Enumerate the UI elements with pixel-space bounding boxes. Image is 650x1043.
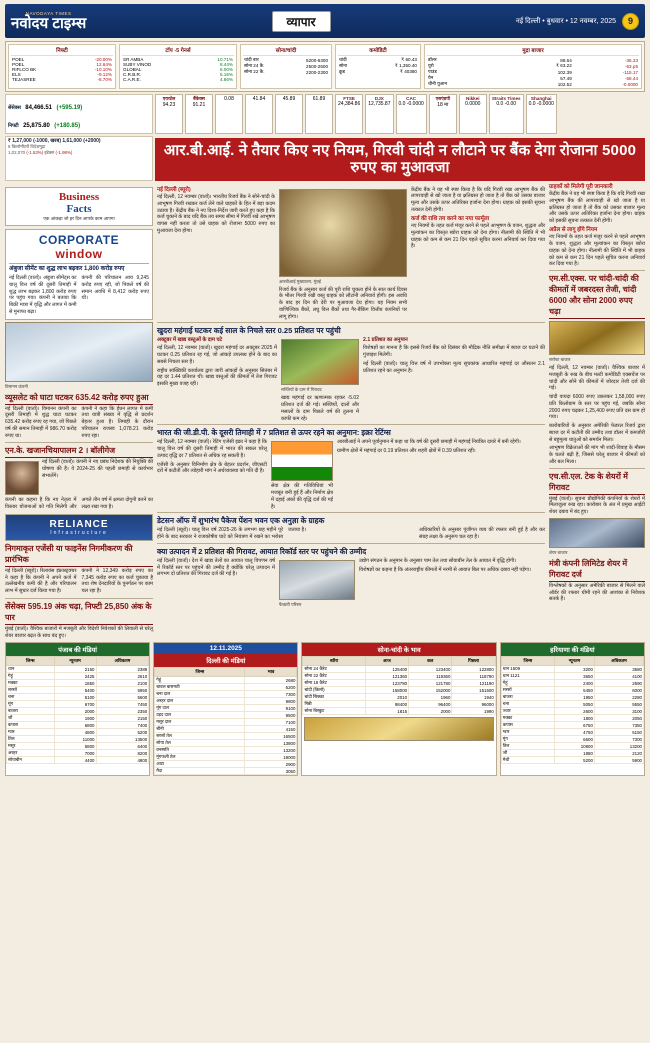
gold-silver-panel <box>240 44 332 89</box>
row-label: GLOBAL <box>123 67 142 72</box>
edible-oil-para-2: उद्योग संगठन के अनुमान के अनुसार पाम तेल तथा सोयाबीन तेल के आयात में वृद्धि होगी। <box>359 557 517 564</box>
inflation-para-4: विशेषज्ञों का मानना है कि इससे रिजर्व बैंक को दिसंबर की मौद्रिक नीति समीक्षा में ब्याज दर घटाने की गुंजाइश मिलेगी। <box>363 345 545 359</box>
row-value: 2500-2600 <box>306 63 328 69</box>
gdp-para-1: नई दिल्ली, 12 नवम्बर (वार्ता)। रेटिंग एजेंसी इक्रा ने कहा है कि चालू वित्त वर्ष की दूसरी तिमाही में भारत की सकल घरेलू उत्पाद वृद्धि दर 7 प्रतिशत से अधिक रह सकती है। <box>157 439 267 459</box>
marketcap-strip <box>5 136 645 181</box>
business-facts-brand: Business <box>58 190 100 203</box>
chip-bankex <box>185 94 213 134</box>
mcx-para-1: नई दिल्ली, 12 नवम्बर (वार्ता)। वैश्विक बाजार में मजबूती के रुख के बीच मल्टी कमोडिटी एक्सचेंज पर चांदी और सोने की कीमतों में जोरदार तेजी दर्ज की गई। <box>549 365 645 392</box>
row-value: ₹ 40380 <box>400 69 417 74</box>
masthead-title: नवोदय टाइम्स <box>11 15 87 32</box>
table-row: मूंग दाल 9100 <box>156 705 296 711</box>
chip-5 <box>275 94 303 134</box>
edible-oil-para-3: विशेषज्ञों का कहना है कि अंतरराष्ट्रीय कीमतों में नरमी से आयात बिल पर अधिक दबाव नहीं पड़ेगा। <box>359 566 531 573</box>
chip-label: एयरटेल <box>162 96 176 101</box>
chip-label: CAC <box>406 96 417 101</box>
pension-headline: डेटसन ऑफ में शुभारंभ पैकेज पेंशन भवन एक अनुज्ञा के ग्राहक <box>157 516 325 526</box>
edible-oil-headline: क्या उत्पादन में 2 प्रतिशत की गिरावट, आयात रिकॉर्ड स्तर पर पहुंचने की उम्मीद <box>157 546 367 556</box>
gold-rates-card <box>301 642 496 776</box>
gdp-story <box>157 428 545 510</box>
chip-value: 0.08 <box>224 96 234 102</box>
market-ticker-band <box>5 41 645 92</box>
row-label: TEJASREE <box>12 77 36 82</box>
col-header: न्यूनतम <box>554 657 594 666</box>
nifty-losers-title: निफ्टी <box>11 46 113 56</box>
punjab-mandi-table <box>6 656 149 764</box>
lead-para-2: रिजर्व बैंक के अनुसार कर्ज की पूरी राशि चुकता होने के सात कार्य दिवस के भीतर गिरवी रखी वस्तु ग्राहक को लौटानी अनिवार्य होगी। इस अवधि के बाद हर दिन की देरी पर मुआवजा देय होगा। यह नियम सभी वाणिज्यिक बैंकों, लघु वित्त बैंकों तथा गैर-बैंकिंग वित्तीय कंपनियों पर लागू होगा। <box>279 286 407 320</box>
nifty-label: निफ्टी <box>8 123 19 129</box>
top-gainers-table <box>122 57 234 82</box>
table-row: मूंग 6700 7450 <box>8 701 148 707</box>
table-row: जौ 1900 2150 <box>8 715 148 721</box>
table-row: सोना 22 कैरेट 121360 119360 118790 <box>304 673 494 679</box>
row-value: -10.10% <box>94 67 112 72</box>
section-badge: व्यापार <box>272 11 331 32</box>
gold-rates-title: सोना-चांदी के भाव <box>302 643 495 656</box>
corporate-window-para-1: नई दिल्ली (वार्ता)। अंबुजा सीमेंट्स का चालू वित्त वर्ष की दूसरी तिमाही में शुद्ध लाभ बढ़कर 1,800 करोड़ रुपए पर पहुंच गया। कंपनी ने बताया कि बिक्री मात्रा में वृद्धि और लागत में कमी से मुनाफा बढ़ा। <box>9 275 77 315</box>
row-value: 4.86% <box>219 77 233 82</box>
table-row: सोना बिस्कुट 1815 2000 1990 <box>304 708 494 714</box>
airline-photo-caption: विमानन कंपनी <box>5 383 28 389</box>
masthead <box>5 4 645 38</box>
row-label: चीनी युआन <box>428 81 448 86</box>
table-row: गेहूं 2680 <box>156 677 296 683</box>
table-row: चांदी सिक्का 2010 1960 1940 <box>304 694 494 700</box>
lead-headline-box <box>155 138 645 181</box>
chip-label: FTSE <box>343 96 355 101</box>
col-header: ब्यौरा <box>303 657 365 666</box>
sensex-value: 84,466.51 <box>25 105 52 111</box>
business-facts-brand2: Facts <box>66 202 92 215</box>
pension-story <box>157 516 545 541</box>
business-facts-tagline: एक आंकड़ा जो हर दिन आपके काम आएगा <box>43 215 115 221</box>
row-label: RIFLCO BK <box>12 67 37 72</box>
row-label: ELS <box>12 72 21 77</box>
mcx-headline: एम.सी.एक्स. पर चांदी-चांदी की कीमतों में जबरदस्त तेजी, चांदी 6000 और सोना 2000 रुपए चढ़ा <box>549 273 645 319</box>
table-row: सोना 18 कैरेट 123780 121780 121190 <box>304 680 494 686</box>
table-row: मूंगफली तेल 19000 <box>156 754 296 760</box>
chip-4 <box>245 94 273 134</box>
gold-bars-photo <box>549 321 645 355</box>
table-row: सोया तेल 13800 <box>156 740 296 746</box>
table-row: बाजरा 2000 2350 <box>8 708 148 714</box>
row-value: -20.00% <box>94 57 112 62</box>
table-row: सरसों 5450 6000 <box>502 687 642 693</box>
mcx-photo-caption: सर्राफा बाजार <box>549 357 571 363</box>
row-value: 5200-6300 <box>306 57 328 63</box>
reliance-para-2: कंपनी ने 12,349 करोड़ रुपए का 7,345 करोड़ रुपए का कर्ज चुकाया है तथा शेष देनदारियों के पुनर्गठन पर काम चल रहा है। <box>81 567 153 594</box>
nifty-losers-table <box>11 57 113 82</box>
mcap-item2-change: (-1.98%) <box>55 150 73 155</box>
currency-title: मुद्रा बाजार <box>427 46 639 56</box>
chip-value: 0.0 -0.0000 <box>398 101 424 107</box>
row-value: ₹ 60.43 <box>401 57 417 62</box>
commodity-title: कमोडिटी <box>338 46 418 56</box>
gold-rates-table <box>302 656 495 715</box>
gdp-para-2: एजेंसी के अनुसार विनिर्माण क्षेत्र के बेहतर प्रदर्शन, जीएसटी दरों में कटौती और त्योहारी मांग ने अर्थव्यवस्था को गति दी है। <box>157 461 267 475</box>
hcl-para-2: विश्लेषकों के अनुसार अमेरिकी बाजार से मिलने वाले ऑर्डर की रफ्तार धीमी रहने की आशंका से निवेशक सतर्क हैं। <box>549 582 645 603</box>
table-row: आटा 2900 <box>156 761 296 767</box>
table-row: ग्वार 4800 5200 <box>8 729 148 735</box>
col-header: अधिकतम <box>96 657 149 666</box>
chip-3 <box>215 94 243 134</box>
lead-sidebar-head-3: अप्रैल से लागू होंगे नियम <box>549 226 598 233</box>
row-label: पाउंड <box>428 69 437 74</box>
row-value: 102.52 <box>557 81 572 87</box>
right-lead-para-2: नए नियमों के तहत कर्ज मंजूर करने से पहले आभूषण के वजन, शुद्धता और मूल्यांकन का विस्तृत ब्योरा ग्राहक को देना होगा। नीलामी की स्थिति में भी ग्राहक को कम से कम 21 दिन पहले सूचित करना अनिवार्य कर दिया गया है। <box>549 234 645 268</box>
market-photo <box>549 518 645 548</box>
airline-para-2: कंपनी ने कहा कि ईंधन लागत में कमी तथा यात्री संख्या में वृद्धि से प्रदर्शन बेहतर हुआ है। तिमाही के दौरान परिचालन राजस्व 1,078.21 करोड़ रुपए रहा। <box>81 405 153 439</box>
table-row: बाजरा 1950 2280 <box>502 694 642 700</box>
table-row: ज्वार 2600 3100 <box>502 708 642 714</box>
corporate-window-head: अंबुजा सीमेंट का शुद्ध लाभ बढ़कर 1,800 करोड़ रुपए <box>9 265 125 272</box>
row-label: POEL <box>12 62 25 67</box>
table-row: मसूर दाल 7100 <box>156 719 296 725</box>
mcx-para-4: आभूषण विक्रेताओं की मांग भी शादी-विवाह के मौसम के चलते बढ़ी है, जिससे घरेलू बाजार में कीमतों को और बल मिला। <box>549 445 645 465</box>
main-grid <box>5 184 645 640</box>
chip-value: 45.89 <box>282 96 296 102</box>
table-row: अरहर 7000 8200 <box>8 750 148 756</box>
corporate-window-para-2: कंपनी की परिचालन आय 9,245 करोड़ रुपए रही, जो पिछले वर्ष की समान अवधि में 8,412 करोड़ रुपए थी। <box>81 275 149 302</box>
inflation-para-3: खाद्य महंगाई दर ऋणात्मक रहकर -5.02 प्रतिशत दर्ज की गई। सब्जियों, दालों और मसालों के दाम पिछले वर्ष की तुलना में काफी कम रहे। <box>281 395 359 422</box>
haryana-mandi-title: हरियाणा की मंडियां <box>501 643 644 656</box>
mandi-tables <box>5 642 645 776</box>
chip-value: 41.84 <box>252 96 266 102</box>
airline-headline: व्यूसलेट को घाटा घटकर 635.42 करोड़ रुपए हुआ <box>5 392 153 405</box>
col-header: भाव <box>245 668 297 677</box>
row-value: 2200-2300 <box>306 69 328 75</box>
hcl-headline-2: मंत्री कंपनी लिमिटेड शेयर में गिरावट दर्ज <box>549 558 645 582</box>
chip-label: DJX <box>374 96 384 101</box>
table-row: धान 2150 2389 <box>8 666 148 672</box>
row-label: SR AMBA <box>123 57 144 62</box>
lead-photo-caption: आरबीआई मुख्यालय, मुंबई <box>279 278 321 284</box>
pension-para-2: अधिकारियों के अनुसार पूंजीगत व्यय की रफ्तार बनी हुई है और कर संग्रह लक्ष्य के अनुरूप चल रहा है। <box>419 527 545 540</box>
row-change: -0.0000 <box>622 81 638 87</box>
chip-label: Straits Times <box>491 96 521 101</box>
currency-table <box>427 57 639 87</box>
table-row: मक्का 1800 2050 <box>502 715 642 721</box>
center-column <box>157 184 545 640</box>
table-row: गेहूं 2400 2590 <box>502 680 642 686</box>
edible-oil-story <box>157 547 545 608</box>
lead-story <box>157 187 545 321</box>
table-row: मसूर 5800 6400 <box>8 743 148 749</box>
mcap-item2-label: इंडेक्स <box>44 150 55 155</box>
pension-para-1: नई दिल्ली (ब्यूरो)। चालू वित्त वर्ष 2025-26 के लगभग छह महीने पूरे होने के बाद सरकार ने राजकोषीय घाटे को नियंत्रण में रखने का भरोसा जताया है। <box>157 527 306 540</box>
marketcap-sub: 5 किलोमीटरी विदेशमुद्रा <box>8 144 46 149</box>
row-label: सोना 22 कै. <box>244 69 265 74</box>
row-value: ₹ 63.22 <box>556 63 572 68</box>
mcap-item-change: (-1.53%) <box>26 150 44 155</box>
col-header: न्यूनतम <box>54 657 96 666</box>
chip-shanghai <box>526 94 557 134</box>
profile-photo <box>5 461 39 495</box>
lead-headline: आर.बी.आई. ने तैयार किए नए नियम, गिरवी चांदी न लौटाने पर बैंक देगा रोजाना 5000 रुपए का मुआवजा <box>163 142 637 177</box>
row-value: 102.39 <box>557 69 572 75</box>
business-facts-ad <box>5 187 153 226</box>
table-row: मूंग 6600 7300 <box>502 736 642 742</box>
cpi-subhead: 2.1 प्रतिशत का अनुमान <box>363 337 408 344</box>
row-value: 6.00% <box>219 67 233 72</box>
chip-label: बैंकेक्स <box>193 96 205 101</box>
inflation-para-2: राष्ट्रीय सांख्यिकी कार्यालय द्वारा जारी आंकड़ों के अनुसार सितंबर में यह दर 1.44 प्रतिशत थी। खाद्य वस्तुओं की कीमतों में तेज गिरावट इसकी मुख्य वजह रही। <box>157 367 277 388</box>
index-ticker-row <box>5 94 645 134</box>
row-change: -58.44 <box>624 75 638 81</box>
row-change: -115.17 <box>622 69 638 75</box>
left-column <box>5 184 153 640</box>
row-value: 12.64% <box>96 62 112 67</box>
currency-panel <box>424 44 642 89</box>
col-header: आज <box>365 657 408 666</box>
table-row: मेथी 5200 5900 <box>502 757 642 763</box>
inflation-para-1: नई दिल्ली, 12 नवम्बर (वार्ता)। खुदरा महंगाई दर अक्टूबर 2025 में घटकर 0.25 प्रतिशत रह गई, जो आंकड़े उपलब्ध होने के बाद का सबसे निचला स्तर है। <box>157 345 277 365</box>
table-row: कपास 6800 7400 <box>8 722 148 728</box>
col-header: अधिकतम <box>594 657 643 666</box>
chip-6 <box>305 94 333 134</box>
chip-value: 61.89 <box>312 96 326 102</box>
closing-para-1: मुंबई (वार्ता)। वैश्विक बाजारों में मजबूती और विदेशी निवेशकों की लिवाली से घरेलू शेयर बाजार बढ़त के साथ बंद हुए। <box>5 625 153 639</box>
table-row: ग्वार 4750 5150 <box>502 729 642 735</box>
factory-photo <box>279 560 355 600</box>
corporate-window-title: CORPORATE <box>38 232 120 247</box>
table-row: सोना 24 कैरेट 125400 123400 122800 <box>304 666 494 672</box>
table-row: तिल 11000 13500 <box>8 736 148 742</box>
airline-photo <box>5 322 153 382</box>
inflation-subhead: अक्टूबर में खाद्य वस्तुओं के दाम घटे <box>157 337 223 344</box>
corporate-window-block <box>5 229 153 320</box>
row-label: चांदी <box>339 57 347 62</box>
lead-headline-wrap <box>155 136 645 181</box>
table-row: चांदी (किलो) 158000 152000 151600 <box>304 687 494 693</box>
row-value: ₹ 1,350.40 <box>394 63 417 68</box>
inflation-photo-caption: सब्जियों के दाम में गिरावट <box>281 387 322 393</box>
table-row: धान 1121 3650 4100 <box>502 673 642 679</box>
sensex-change: (+595.19) <box>56 105 83 111</box>
reliance-ad-title: RELIANCE <box>49 518 109 530</box>
profile-para-1: नई दिल्ली (वार्ता)। कंपनी ने नए प्रबंध निदेशक की नियुक्ति की घोषणा की है। वे 2024-25 की पहली छमाही से कार्यभार संभालेंगे। <box>42 459 153 479</box>
vegetables-photo <box>281 339 359 385</box>
chip-ftse <box>335 94 363 134</box>
cpi-para-1: नई दिल्ली (वार्ता)। चालू वित्त वर्ष में उपभोक्ता मूल्य सूचकांक आधारित महंगाई दर औसतन 2.1 प्रतिशत रहने का अनुमान है। <box>363 360 545 374</box>
page-number: 9 <box>622 13 639 30</box>
row-label: येन <box>428 75 434 80</box>
row-value: 8.44% <box>219 62 233 67</box>
mcx-para-3: कारोबारियों के अनुसार अमेरिकी फेडरल रिजर्व द्वारा ब्याज दर में कटौती की उम्मीद तथा डॉलर में कमजोरी से बहुमूल्य धातुओं को समर्थन मिला। <box>549 423 645 443</box>
row-label: डॉलर <box>428 57 437 62</box>
cpi-para-3: ग्रामीण क्षेत्रों में महंगाई दर 0.19 प्रतिशत और शहरी क्षेत्रों में 0.39 प्रतिशत रही। <box>337 448 476 454</box>
rbi-coin-photo <box>279 189 407 277</box>
chip-value: 91.21 <box>192 102 206 108</box>
gdp-para-3: सेवा क्षेत्र की गतिविधियां भी मजबूत बनी हुई हैं और निर्माण क्षेत्र में दहाई अंकों की वृद्धि दर्ज की गई है। <box>271 483 333 510</box>
mcx-para-2: चांदी वायदा 6000 रुपए उछलकर 1,58,000 रुपए प्रति किलोग्राम के स्तर पर पहुंच गई, जबकि सोना 2000 रुपए चढ़कर 1,25,400 रुपए प्रति दस ग्राम हो गया। <box>549 394 645 421</box>
table-row: चना दाल 7300 <box>156 691 296 697</box>
top-gainers-title: टॉप -5 गेनर्स <box>122 46 234 56</box>
table-row: गिन्नी 98400 96400 96000 <box>304 701 494 707</box>
delhi-mandi-title: दिल्ली की मंडियां <box>154 654 297 667</box>
table-row: चीनी 4150 <box>156 726 296 732</box>
row-label: सोना <box>339 63 348 68</box>
nifty-value: 25,875.80 <box>23 123 50 129</box>
cpi-para-2: आरबीआई ने अपने पूर्वानुमान में कहा था कि वर्ष की दूसरी छमाही में महंगाई नियंत्रित दायरे में बनी रहेगी। <box>337 439 521 446</box>
chip-label: Nikkei <box>466 96 480 101</box>
row-change: -63.p5 <box>624 63 638 69</box>
inflation-headline: खुदरा महंगाई घटकर कई साल के निचले स्तर 0.25 प्रतिशत पर पहुंची <box>157 326 341 336</box>
chip-value: 24,384.86 <box>338 101 361 107</box>
punjab-mandi-card <box>5 642 150 776</box>
grain-photo <box>304 717 493 741</box>
row-label: POEL <box>12 57 25 62</box>
lead-para-1: नई दिल्ली, 12 नवम्बर (वार्ता)। भारतीय रिजर्व बैंक ने सोने-चांदी के आभूषण गिरवी रखकर कर्ज लेने वाले ग्राहकों के हित में बड़ा कदम उठाया है। केंद्रीय बैंक ने नए दिशा-निर्देश जारी करते हुए कहा है कि कर्ज चुकाने के बाद यदि बैंक तय समय सीमा में गिरवी रखे आभूषण वापस नहीं करता तो उसे ग्राहक को रोजाना 5000 रुपए का मुआवजा देना होगा। <box>157 194 275 234</box>
table-row: कपास 6750 7350 <box>502 722 642 728</box>
row-value: 5.16% <box>219 72 233 77</box>
haryana-mandi-table <box>501 656 644 764</box>
gold-silver-title: सोना/चांदी <box>243 46 329 56</box>
masthead-logo <box>11 11 86 31</box>
corporate-window-title2: window <box>55 246 103 261</box>
chip-value: 0.0 -0.0000 <box>528 101 554 107</box>
table-row: सरसों तेल 16500 <box>156 733 296 739</box>
top-gainers-panel <box>119 44 237 89</box>
chip-nikkei <box>459 94 487 134</box>
nifty-change: (+180.85) <box>54 123 81 129</box>
index-summary <box>5 94 153 134</box>
chip-straits <box>489 94 524 134</box>
row-value: 57.49 <box>560 75 572 81</box>
table-row: उड़द दाल 9500 <box>156 712 296 718</box>
right-column <box>549 184 645 640</box>
row-label: SUBY VINOD <box>123 62 152 67</box>
hcl-photo-caption: शेयर बाजार <box>549 549 568 555</box>
lead-byline: नई दिल्ली (ब्यूरो) <box>157 186 191 193</box>
table-row: सोयाबीन 4400 4800 <box>8 757 148 763</box>
col-header: जिन्स <box>155 668 245 677</box>
table-row: चना 5100 5600 <box>8 694 148 700</box>
row-value: 88.64 <box>560 57 572 63</box>
profile-para-2: कंपनी का कहना है कि नए नेतृत्व में विस्तार योजनाओं को गति मिलेगी और अगले तीन वर्ष में क्षमता दोगुनी करने का लक्ष्य रखा गया है। <box>5 497 153 510</box>
table-row: गेहूं 2425 2610 <box>8 673 148 679</box>
chip-value: 0.0 -0.00 <box>496 101 517 107</box>
row-change: -36.33 <box>624 57 638 63</box>
punjab-mandi-title: पंजाब की मंडियां <box>6 643 149 656</box>
masthead-kicker: NAVODAYA TIMES <box>25 11 72 16</box>
gold-silver-table <box>243 57 329 75</box>
airline-para-1: नई दिल्ली (वार्ता)। विमानन कंपनी का दूसरी तिमाही में शुद्ध घाटा घटकर 635.42 करोड़ रुपए रह गया, जो पिछले वर्ष की समान तिमाही में 986.70 करोड़ रुपए था। <box>5 405 77 439</box>
row-value: 10.71% <box>217 57 233 62</box>
nifty-losers-panel <box>8 44 116 89</box>
chip-value: 18 मा <box>437 102 449 108</box>
hcl-para-1: मुंबई (वार्ता)। सूचना प्रौद्योगिकी कंपनियों के शेयरों में मिलाजुला रुख रहा। कारोबार के अंत में प्रमुख आईटी शेयर दबाव में बंद हुए। <box>549 495 645 516</box>
chip-value: 94.23 <box>162 102 176 108</box>
row-label: सोना 24 कै. <box>244 63 265 68</box>
row-value: -8.70% <box>97 77 112 82</box>
right-lead-para-1: केंद्रीय बैंक ने यह भी स्पष्ट किया है कि यदि गिरवी रखा आभूषण बैंक की लापरवाही से खो जाता है या क्षतिग्रस्त हो जाता है तो बैंक को उसका बाजार मूल्य और उसके ऊपर अतिरिक्त हर्जाना देना होगा। ग्राहक को इसकी सूचना तत्काल देनी होगी। <box>549 191 645 225</box>
row-label: क्रूड <box>339 69 345 74</box>
hcl-headline: एच.सी.एल. टेक के शेयरों में गिरावट <box>549 471 645 495</box>
sensex-label: सेंसेक्स <box>8 105 21 111</box>
reliance-headline: निगमाकृत एजेंसी या फाइनेंस निगमीकरण की प्रारंभिक <box>5 543 153 567</box>
col-header: जिन्स <box>501 657 554 666</box>
commodity-panel <box>335 44 421 89</box>
closing-headline: सेंसेक्स 595.19 अंक चढ़ा, निफ्टी 25,850 अंक के पार <box>5 601 153 625</box>
row-label: चांदी बार <box>244 57 259 62</box>
table-row: सरसों 5400 5950 <box>8 687 148 693</box>
table-row: चना 5050 5550 <box>502 701 642 707</box>
table-row: मक्का 1850 2100 <box>8 680 148 686</box>
chip-label: Shanghai <box>530 96 552 101</box>
chip-snp <box>429 94 457 134</box>
col-header: जिन्स <box>7 657 55 666</box>
inflation-story <box>157 326 545 422</box>
chip-djx <box>365 94 393 134</box>
col-header: कल <box>409 657 452 666</box>
reliance-ad[interactable] <box>5 514 153 541</box>
edible-oil-photo-caption: फैक्टरी परिसर <box>279 601 302 607</box>
lead-para-3: केंद्रीय बैंक ने यह भी स्पष्ट किया है कि यदि गिरवी रखा आभूषण बैंक की लापरवाही से खो जाता है या क्षतिग्रस्त हो जाता है तो बैंक को उसका बाजार मूल्य और उसके ऊपर अतिरिक्त हर्जाना देना होगा। ग्राहक को इसकी सूचना तत्काल देनी होगी। <box>411 186 545 213</box>
lead-sidebar-head-1: कर्ज की राशि तय करने का नया फार्मूला <box>411 215 490 222</box>
profile-headline: एन.के. खजानचियापालम 2 । बॉलीगेज <box>5 445 153 458</box>
reliance-para-1: नई दिल्ली (ब्यूरो)। रिलायंस इंफ्रास्ट्रक्चर ने कहा है कि कंपनी ने अपने कर्ज में उल्लेखनीय कमी की है और परिचालन लाभ में सुधार दर्ज किया गया है। <box>5 567 77 594</box>
reliance-ad-subtitle: Infrastructure <box>50 529 108 536</box>
table-row: धान 1509 3200 3580 <box>502 666 642 672</box>
date-strip: 12.11.2025 <box>154 643 297 654</box>
marketcap-label: ₹ 1,27,000 (-1000, खरब) 1,61,000 (+2000) <box>8 138 101 144</box>
chip-value: 0.0000 <box>465 101 481 107</box>
table-row: तिल 10800 13200 <box>502 743 642 749</box>
table-row: वनस्पति 13200 <box>156 747 296 753</box>
masthead-meta <box>516 13 639 30</box>
chip-label: एसएंडपी <box>435 96 451 101</box>
marketcap-box <box>5 136 153 181</box>
row-label: C.R.B.R. <box>123 72 142 77</box>
india-flag-photo <box>271 441 333 481</box>
row-label: C.A.R.E. <box>123 77 141 82</box>
col-header: पिछला <box>452 657 495 666</box>
chip-airtel <box>155 94 183 134</box>
table-row: अरहर दाल 9800 <box>156 698 296 704</box>
table-row: चावल बासमती 6200 <box>156 684 296 690</box>
lead-sidebar-head-2: ग्राहकों को मिलेगी पूरी जानकारी <box>549 183 613 190</box>
table-row: जौ 1880 2120 <box>502 750 642 756</box>
edition-date: नई दिल्ली • बुधवार • 12 नवम्बर, 2025 <box>515 17 616 25</box>
delhi-mandi-table <box>154 667 297 775</box>
mcap-item-value: 1,02,070 <box>8 150 26 155</box>
haryana-mandi-card <box>500 642 645 776</box>
lead-para-4: नए नियमों के तहत कर्ज मंजूर करने से पहले आभूषण के वजन, शुद्धता और मूल्यांकन का विस्तृत ब्योरा ग्राहक को देना होगा। नीलामी की स्थिति में भी ग्राहक को कम से कम 21 दिन पहले सूचित करना अनिवार्य कर दिया गया है। <box>411 223 545 250</box>
gdp-headline: भारत की जी.डी.पी. के दूसरी तिमाही में 7 प्रतिशत से ऊपर रहने का अनुमान: इक्रा रेटिंग्स <box>157 428 391 438</box>
table-row: मैदा 3050 <box>156 768 296 774</box>
row-label: यूरो <box>428 63 434 68</box>
commodity-table <box>338 57 418 75</box>
delhi-mandi-card <box>153 642 298 776</box>
row-value: -9.12% <box>97 72 112 77</box>
chip-cac <box>396 94 427 134</box>
chip-value: 12,735.87 <box>368 101 391 107</box>
edible-oil-para-1: नई दिल्ली (वार्ता)। देश में खाद्य तेलों का आयात चालू विपणन वर्ष में रिकॉर्ड स्तर पर पहुंचने की उम्मीद है क्योंकि घरेलू उत्पादन में लगभग दो प्रतिशत की गिरावट दर्ज की गई है। <box>157 557 275 578</box>
